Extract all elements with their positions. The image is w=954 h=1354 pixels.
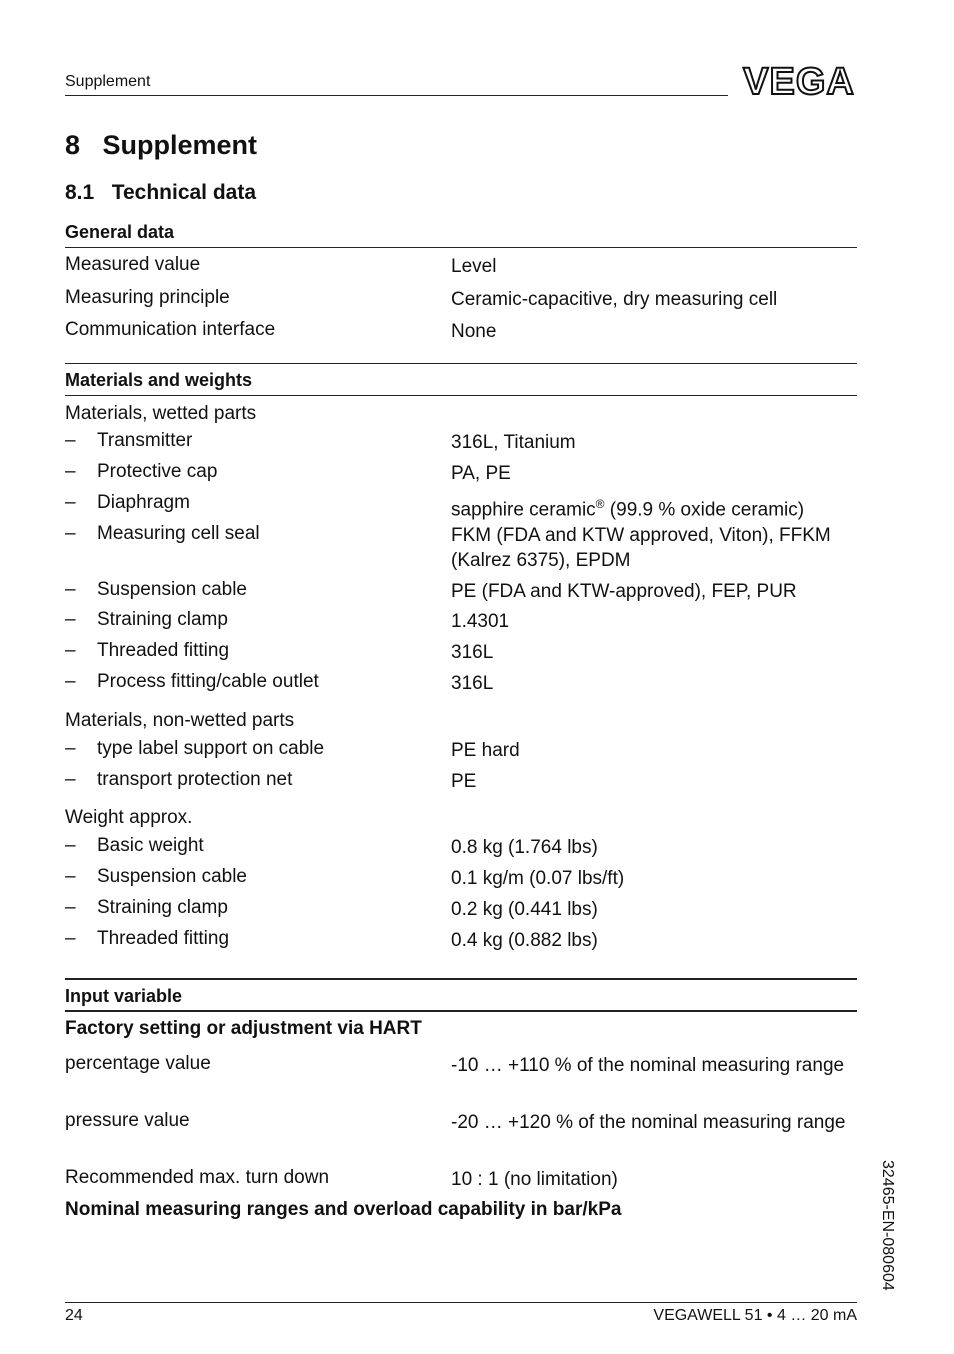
list-dash: –	[65, 492, 76, 513]
running-header: Supplement	[65, 73, 151, 90]
value-text: sapphire ceramic	[451, 499, 596, 521]
spec-value: FKM (FDA and KTW approved, Viton), FFKM (Kalrez 6375), EPDM	[451, 525, 831, 571]
spec-label: type label support on cable	[97, 738, 325, 759]
spec-label: Measured value	[65, 254, 201, 275]
input-variable-heading: Input variable	[65, 986, 183, 1006]
ranges-heading: Nominal measuring ranges and overload capability in bar/kPa	[65, 1199, 622, 1220]
spec-value: None	[451, 321, 497, 342]
value-text: (99.9 % oxide ceramic)	[604, 499, 805, 521]
list-dash: –	[65, 523, 76, 544]
list-dash: –	[65, 640, 76, 661]
spec-value: 0.2 kg (0.441 lbs)	[451, 899, 598, 920]
header-rule	[65, 95, 728, 96]
spec-label: Threaded fitting	[97, 640, 230, 661]
spec-value: 0.1 kg/m (0.07 lbs/ft)	[451, 868, 625, 889]
list-dash: –	[65, 928, 76, 949]
spec-label: Straining clamp	[97, 897, 228, 918]
spec-value: 0.4 kg (0.882 lbs)	[451, 930, 598, 951]
spec-label: Diaphragm	[97, 492, 190, 513]
vega-logo	[740, 64, 858, 98]
spec-label: Communication interface	[65, 319, 276, 340]
spec-label: Suspension cable	[97, 579, 247, 600]
spec-value: PE (FDA and KTW-approved), FEP, PUR	[451, 581, 797, 602]
list-dash: –	[65, 769, 76, 790]
section-title: 8.1 Technical data	[65, 181, 257, 204]
chapter-title: 8 Supplement	[65, 130, 258, 160]
document-title: VEGAWELL 51 • 4 … 20 mA	[653, 1307, 857, 1324]
list-dash: –	[65, 897, 76, 918]
group-label: Materials, wetted parts	[65, 403, 257, 424]
group-label: Materials, non-wetted parts	[65, 710, 295, 731]
footer-rule	[65, 1302, 857, 1303]
spec-label: Protective cap	[97, 461, 218, 482]
spec-value: -10 … +110 % of the nominal measuring range	[451, 1055, 845, 1076]
spec-value: PE	[451, 771, 477, 792]
list-dash: –	[65, 866, 76, 887]
spec-label: pressure value	[65, 1110, 190, 1131]
spec-value	[451, 492, 861, 522]
spec-value: 1.4301	[451, 611, 510, 632]
spec-value: 316L	[451, 673, 494, 694]
spec-value: 316L, Titanium	[451, 432, 576, 453]
spec-label: Measuring principle	[65, 287, 230, 308]
divider	[65, 363, 857, 364]
list-dash: –	[65, 430, 76, 451]
spec-value: 0.8 kg (1.764 lbs)	[451, 837, 598, 858]
registered-mark: ®	[595, 497, 605, 511]
spec-label: Process fitting/cable outlet	[97, 671, 319, 692]
spec-label: Threaded fitting	[97, 928, 230, 949]
list-dash: –	[65, 671, 76, 692]
divider	[65, 247, 857, 248]
list-dash: –	[65, 738, 76, 759]
group-label: Weight approx.	[65, 807, 193, 828]
spec-value: PE hard	[451, 740, 520, 761]
page-number: 24	[65, 1307, 83, 1324]
divider	[65, 395, 857, 396]
factory-setting-heading: Factory setting or adjustment via HART	[65, 1018, 422, 1039]
spec-value: Level	[451, 256, 497, 277]
spec-label: Measuring cell seal	[97, 523, 260, 544]
spec-value: 316L	[451, 642, 494, 663]
spec-label: Recommended max. turn down	[65, 1167, 330, 1188]
list-dash: –	[65, 835, 76, 856]
spec-value: 10 : 1 (no limitation)	[451, 1169, 618, 1190]
general-data-heading: General data	[65, 222, 175, 242]
spec-label: Transmitter	[97, 430, 193, 451]
spec-label: percentage value	[65, 1053, 211, 1074]
list-dash: –	[65, 609, 76, 630]
spec-label: transport protection net	[97, 769, 293, 790]
list-dash: –	[65, 579, 76, 600]
spec-value: PA, PE	[451, 463, 511, 484]
divider	[65, 978, 857, 980]
spec-value: -20 … +120 % of the nominal measuring range	[451, 1112, 846, 1133]
spec-label: Straining clamp	[97, 609, 228, 630]
spec-label: Basic weight	[97, 835, 204, 856]
materials-heading: Materials and weights	[65, 370, 253, 390]
spec-label: Suspension cable	[97, 866, 247, 887]
logo-text: VEGA	[743, 64, 855, 98]
document-code: 32465-EN-080604	[879, 1160, 896, 1291]
list-dash: –	[65, 461, 76, 482]
spec-value: Ceramic-capacitive, dry measuring cell	[451, 289, 778, 310]
divider	[65, 1010, 857, 1012]
